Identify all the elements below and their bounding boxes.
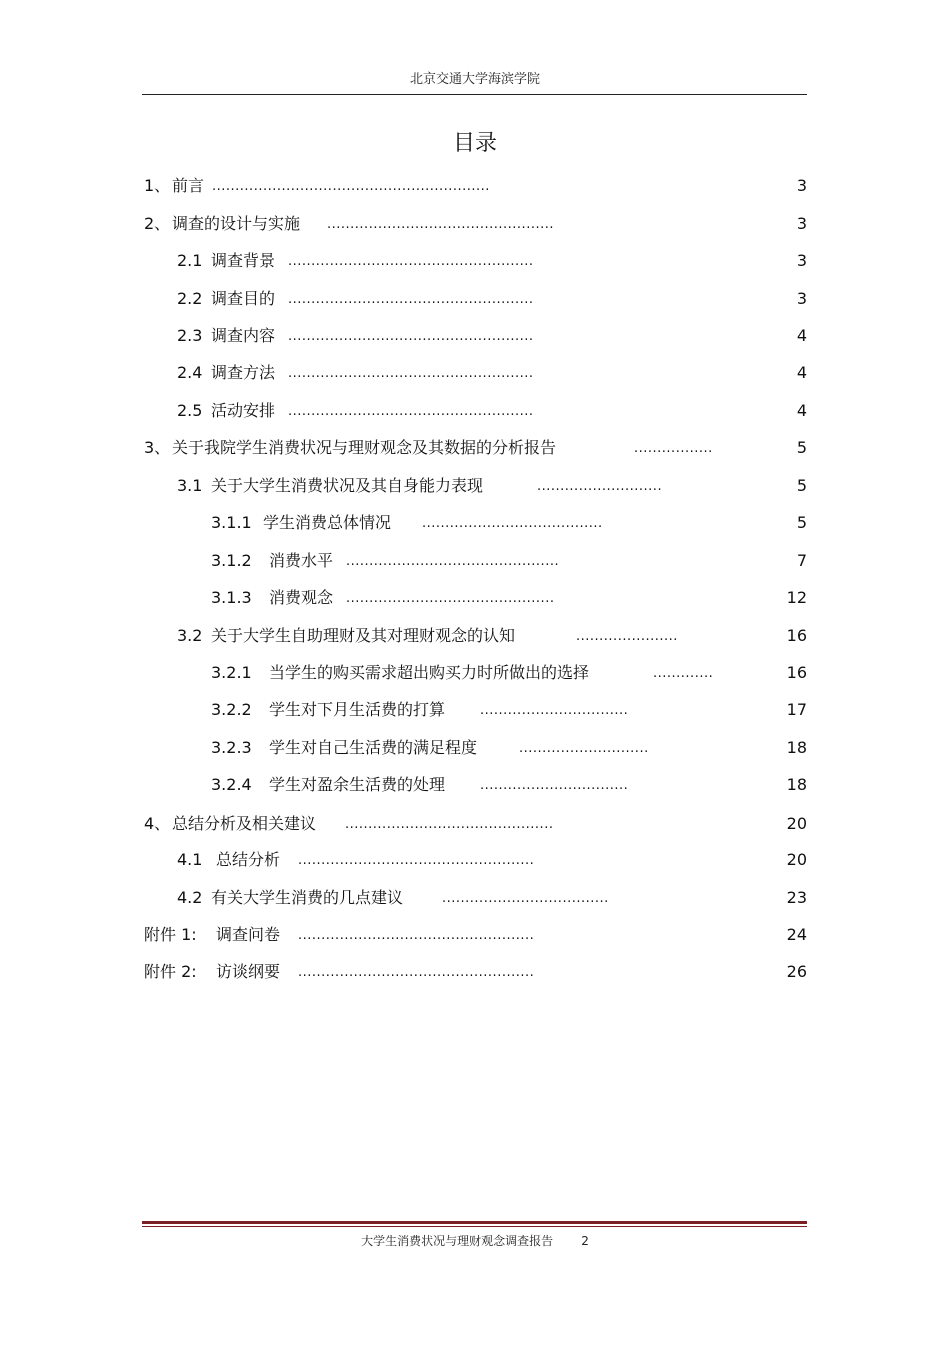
- toc-page-number: 26: [786, 962, 807, 981]
- toc-entry-label: 学生对下月生活费的打算: [269, 700, 446, 719]
- toc-leader-dots: .....................................................: [288, 366, 534, 381]
- toc-entry-label: 关于大学生消费状况及其自身能力表现: [211, 476, 484, 495]
- toc-leader-dots: .............: [653, 666, 714, 681]
- toc-entry-label: 调查方法: [211, 363, 276, 382]
- toc-entry-number: 3.2: [177, 626, 203, 645]
- toc-entry-label: 消费观念: [269, 588, 334, 607]
- toc-entry-label: 调查内容: [211, 326, 276, 345]
- toc-entry[interactable]: [0, 661, 950, 685]
- toc-entry[interactable]: [0, 698, 950, 722]
- toc-entry-number: 4.1: [177, 850, 203, 869]
- toc-entry-number: 2.4: [177, 363, 203, 382]
- toc-entry-label: 活动安排: [211, 401, 276, 420]
- toc-page-number: 23: [786, 888, 807, 907]
- toc-leader-dots: .............................................: [346, 591, 555, 606]
- toc-entry[interactable]: [0, 361, 950, 385]
- toc-leader-dots: ................................: [480, 703, 629, 718]
- toc-entry[interactable]: [0, 586, 950, 610]
- toc-leader-dots: .....................................................: [288, 254, 534, 269]
- toc-entry-label: 学生对盈余生活费的处理: [269, 775, 446, 794]
- toc-entry-number: 3.1.3: [211, 588, 252, 607]
- toc-entry-number: 3.2.2: [211, 700, 252, 719]
- toc-entry-label: 总结分析及相关建议: [172, 814, 317, 833]
- toc-entry[interactable]: [0, 399, 950, 423]
- toc-page-number: 16: [786, 663, 807, 682]
- toc-page-number: 7: [796, 551, 807, 570]
- toc-entry-number: 2.2: [177, 289, 203, 308]
- toc-leader-dots: .....................................................: [288, 329, 534, 344]
- toc-entry-number: 附件 1:: [144, 925, 197, 944]
- toc-page-number: 4: [796, 326, 807, 345]
- footer-rule-thin: [142, 1226, 807, 1227]
- footer-rule-thick: [142, 1221, 807, 1224]
- toc-page-number: 12: [786, 588, 807, 607]
- toc-leader-dots: ................................: [480, 778, 629, 793]
- toc-entry[interactable]: [0, 324, 950, 348]
- toc-page-number: 20: [786, 814, 807, 833]
- toc-entry-label: 关于我院学生消费状况与理财观念及其数据的分析报告: [172, 438, 557, 457]
- toc-entry-number: 3.1: [177, 476, 203, 495]
- toc-page-number: 5: [796, 476, 807, 495]
- toc-entry[interactable]: [0, 212, 950, 236]
- toc-entry-label: 前言: [172, 176, 205, 195]
- toc-entry-number: 附件 2:: [144, 962, 197, 981]
- toc-entry[interactable]: [0, 624, 950, 648]
- toc-leader-dots: .....................................................: [288, 292, 534, 307]
- toc-entry-number: 3、: [144, 438, 171, 457]
- toc-leader-dots: .....................................................: [288, 404, 534, 419]
- toc-leader-dots: ...................................................: [298, 853, 535, 868]
- toc-entry-number: 4.2: [177, 888, 203, 907]
- toc-page-number: 3: [796, 289, 807, 308]
- toc-entry-label: 学生对自己生活费的满足程度: [269, 738, 478, 757]
- toc-entry[interactable]: [0, 736, 950, 760]
- toc-leader-dots: .......................................: [422, 516, 603, 531]
- toc-entry[interactable]: [0, 549, 950, 573]
- toc-entry-number: 2.3: [177, 326, 203, 345]
- toc-page-number: 20: [786, 850, 807, 869]
- footer-title: 大学生消费状况与理财观念调查报告: [361, 1234, 554, 1248]
- toc-entry-label: 学生消费总体情况: [263, 513, 392, 532]
- toc-page-number: 16: [786, 626, 807, 645]
- toc-leader-dots: ............................: [519, 741, 649, 756]
- toc-leader-dots: ...........................: [537, 479, 663, 494]
- toc-page-number: 18: [786, 738, 807, 757]
- toc-entry-label: 关于大学生自助理财及其对理财观念的认知: [211, 626, 516, 645]
- toc-entry[interactable]: [0, 474, 950, 498]
- toc-entry-number: 2.5: [177, 401, 203, 420]
- toc-entry-number: 3.1.1: [211, 513, 252, 532]
- toc-entry-number: 2、: [144, 214, 171, 233]
- toc-entry-label: 调查问卷: [216, 925, 281, 944]
- toc-entry[interactable]: [0, 848, 950, 872]
- toc-leader-dots: .................: [634, 441, 713, 456]
- toc-page-number: 4: [796, 363, 807, 382]
- toc-entry[interactable]: [0, 812, 950, 836]
- toc-entry-number: 2.1: [177, 251, 203, 270]
- toc-entry-number: 3.2.1: [211, 663, 252, 682]
- toc-page-number: 18: [786, 775, 807, 794]
- toc-entry-number: 3.2.4: [211, 775, 252, 794]
- toc-entry[interactable]: [0, 886, 950, 910]
- toc-page-number: 17: [786, 700, 807, 719]
- toc-entry-label: 有关大学生消费的几点建议: [211, 888, 404, 907]
- toc-entry[interactable]: [0, 287, 950, 311]
- toc-page-number: 24: [786, 925, 807, 944]
- toc-title: 目录: [452, 131, 497, 156]
- header-rule: [142, 94, 807, 95]
- toc-entry-number: 4、: [144, 814, 171, 833]
- toc-page-number: 5: [796, 513, 807, 532]
- toc-page-number: 3: [796, 251, 807, 270]
- toc-entry-number: 3.1.2: [211, 551, 252, 570]
- toc-entry[interactable]: [0, 923, 950, 947]
- toc-entry-number: 1、: [144, 176, 171, 195]
- toc-leader-dots: ...................................................: [298, 965, 535, 980]
- toc-entry-label: 调查背景: [211, 251, 276, 270]
- toc-entry[interactable]: [0, 511, 950, 535]
- toc-entry-label: 访谈纲要: [216, 962, 281, 981]
- page-footer: [0, 1232, 950, 1249]
- toc-entry-label: 总结分析: [216, 850, 281, 869]
- toc-entry[interactable]: [0, 249, 950, 273]
- toc-page-number: 3: [796, 214, 807, 233]
- toc-leader-dots: ............................................................: [212, 179, 490, 194]
- toc-entry[interactable]: [0, 436, 950, 460]
- toc-page-number: 3: [796, 176, 807, 195]
- toc-entry[interactable]: [0, 773, 950, 797]
- toc-leader-dots: ...................................................: [298, 928, 535, 943]
- toc-entry[interactable]: [0, 960, 950, 984]
- page-header: 北京交通大学海滨学院: [409, 72, 540, 87]
- footer-page-number: 2: [581, 1234, 589, 1248]
- toc-leader-dots: ..............................................: [346, 554, 560, 569]
- toc-leader-dots: .................................................: [327, 217, 554, 232]
- toc-leader-dots: ....................................: [442, 891, 609, 906]
- toc-entry-number: 3.2.3: [211, 738, 252, 757]
- toc-entry[interactable]: [0, 174, 950, 198]
- toc-entry-label: 消费水平: [269, 551, 334, 570]
- toc-page-number: 5: [796, 438, 807, 457]
- toc-page-number: 4: [796, 401, 807, 420]
- toc-leader-dots: ......................: [576, 629, 678, 644]
- toc-entry-label: 调查的设计与实施: [172, 214, 301, 233]
- toc-entry-label: 当学生的购买需求超出购买力时所做出的选择: [269, 663, 590, 682]
- toc-leader-dots: .............................................: [345, 817, 554, 832]
- toc-entry-label: 调查目的: [211, 289, 276, 308]
